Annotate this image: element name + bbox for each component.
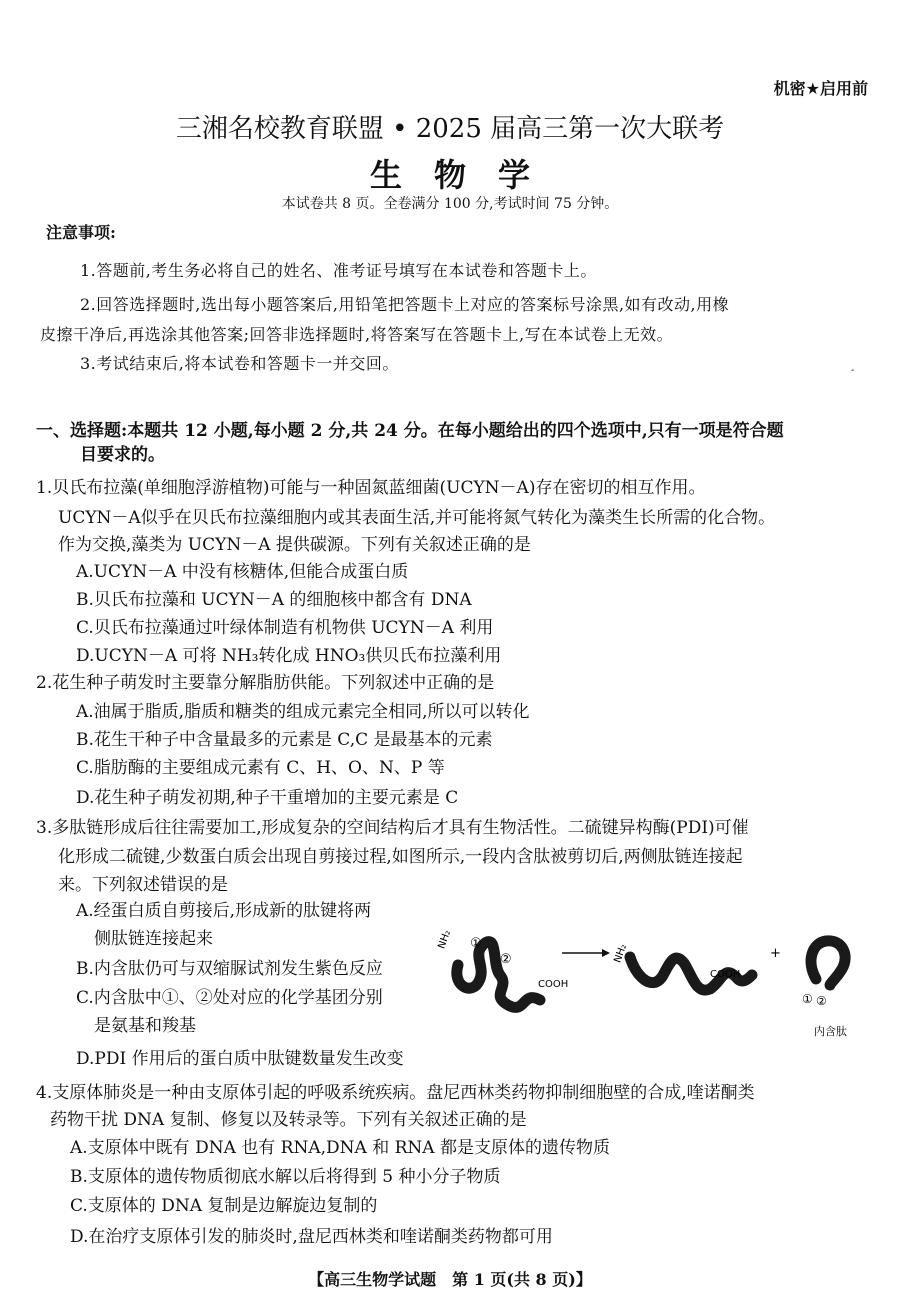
q4-option-b: B.支原体的遗传物质彻底水解以后将得到 5 种小分子物质 xyxy=(70,1167,501,1187)
q2-option-d: D.花生种子萌发初期,种子干重增加的主要元素是 C xyxy=(76,788,459,808)
q3-option-d: D.PDI 作用后的蛋白质中肽键数量发生改变 xyxy=(76,1049,404,1069)
figure-nh2-left: NH₂ xyxy=(436,928,454,951)
q4-option-a: A.支原体中既有 DNA 也有 RNA,DNA 和 RNA 都是支原体的遗传物质 xyxy=(70,1138,610,1158)
q3-option-c-line-2: 是氨基和羧基 xyxy=(94,1016,196,1036)
exam-info: 本试卷共 8 页。全卷满分 100 分,考试时间 75 分钟。 xyxy=(281,196,619,212)
q1-option-d: D.UCYN－A 可将 NH₃转化成 HNO₃供贝氏布拉藻利用 xyxy=(76,646,502,666)
figure-intein-label: 内含肽 xyxy=(814,1025,847,1038)
q2-option-b: B.花生干种子中含量最多的元素是 C,C 是最基本的元素 xyxy=(76,730,493,750)
figure-mark-1-left: ① xyxy=(470,936,482,951)
q3-stem-line-2: 化形成二硫键,少数蛋白质会出现自剪接过程,如图所示,一段内含肽被剪切后,两侧肽链连接起 xyxy=(58,847,743,867)
q3-option-a-line-2: 侧肽链连接起来 xyxy=(94,929,213,949)
stray-mark: - xyxy=(851,365,855,376)
q4-stem-line-2: 药物干扰 DNA 复制、修复以及转录等。下列有关叙述正确的是 xyxy=(50,1110,527,1130)
reaction-arrowhead xyxy=(602,949,610,957)
q1-stem-line-3: 作为交换,藻类为 UCYN－A 提供碳源。下列有关叙述正确的是 xyxy=(58,535,531,555)
figure-plus: + xyxy=(770,946,781,961)
q4-option-c: C.支原体的 DNA 复制是边解旋边复制的 xyxy=(70,1196,378,1216)
notice-item-3: 3.考试结束后,将本试卷和答题卡一并交回。 xyxy=(80,354,399,373)
q1-stem-line-2: UCYN－A似乎在贝氏布拉藻细胞内或其表面生活,并可能将氮气转化为藻类生长所需的化合物。 xyxy=(58,508,776,528)
q3-option-c-line-1: C.内含肽中①、②处对应的化学基团分别 xyxy=(76,988,383,1008)
intein-loop xyxy=(811,941,845,985)
q1-stem-line-1: 1.贝氏布拉藻(单细胞浮游植物)可能与一种固氮蓝细菌(UCYN－A)存在密切的相互作用。 xyxy=(36,478,706,498)
figure-mark-2-left: ② xyxy=(500,952,512,967)
q2-stem: 2.花生种子萌发时主要靠分解脂肪供能。下列叙述中正确的是 xyxy=(36,673,495,693)
figure-cooh-left: COOH xyxy=(538,979,569,990)
figure-mark-1-intein: ① xyxy=(802,992,813,1006)
q4-stem-line-1: 4.支原体肺炎是一种由支原体引起的呼吸系统疾病。盘尼西林类药物抑制细胞壁的合成,喹诺酮类 xyxy=(36,1083,755,1103)
page-footer: 【高三生物学试题 第 1 页(共 8 页)】 xyxy=(308,1270,592,1289)
notice-item-1: 1.答题前,考生务必将自己的姓名、准考证号填写在本试卷和答题卡上。 xyxy=(80,261,597,280)
q3-stem-line-1: 3.多肽链形成后往往需要加工,形成复杂的空间结构后才具有生物活性。二硫键异构酶(PDI)可催 xyxy=(36,818,749,838)
notice-item-2-line-2: 皮擦干净后,再选涂其他答案;回答非选择题时,将答案写在答题卡上,写在本试卷上无效。 xyxy=(40,325,674,344)
q1-option-a: A.UCYN－A 中没有核糖体,但能合成蛋白质 xyxy=(76,562,409,582)
section-heading-line-2: 目要求的。 xyxy=(80,445,165,465)
notice-item-2-line-1: 2.回答选择题时,选出每小题答案后,用铅笔把答题卡上对应的答案标号涂黑,如有改动,用橡 xyxy=(80,295,730,314)
notice-heading: 注意事项: xyxy=(46,223,116,242)
figure-cooh-right: COOH xyxy=(710,969,741,980)
q3-stem-line-3: 来。下列叙述错误的是 xyxy=(58,875,228,895)
section-heading-line-1: 一、选择题:本题共 12 小题,每小题 2 分,共 24 分。在每小题给出的四个选项中,只有一项是符合题 xyxy=(36,421,784,441)
protein-splicing-figure xyxy=(430,905,870,1045)
figure-nh2-right: NH₂ xyxy=(612,942,630,965)
q3-option-a-line-1: A.经蛋白质自剪接后,形成新的肽键将两 xyxy=(76,901,372,921)
figure-mark-2-intein: ② xyxy=(816,994,827,1008)
confidential-mark: 机密★启用前 xyxy=(773,79,868,98)
q2-option-a: A.油属于脂质,脂质和糖类的组成元素完全相同,所以可以转化 xyxy=(76,702,530,722)
q2-option-c: C.脂肪酶的主要组成元素有 C、H、O、N、P 等 xyxy=(76,758,445,778)
q1-option-b: B.贝氏布拉藻和 UCYN－A 的细胞核中都含有 DNA xyxy=(76,590,472,610)
q3-option-b: B.内含肽仍可与双缩脲试剂发生紫色反应 xyxy=(76,959,383,979)
q1-option-c: C.贝氏布拉藻通过叶绿体制造有机物供 UCYN－A 利用 xyxy=(76,618,494,638)
q4-option-d: D.在治疗支原体引发的肺炎时,盘尼西林类和喹诺酮类药物都可用 xyxy=(70,1227,553,1247)
exam-title: 三湘名校教育联盟 • 2025 届高三第一次大联考 xyxy=(175,114,725,144)
subject-title: 生物学 xyxy=(369,156,562,194)
precursor-chain xyxy=(457,942,540,1008)
